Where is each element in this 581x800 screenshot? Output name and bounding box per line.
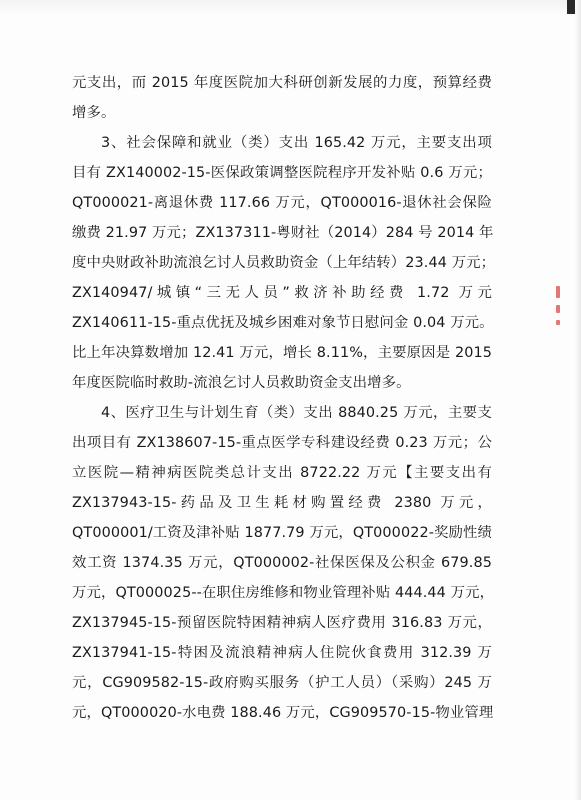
text-line: ZX140611-15-重点优抚及城乡困难对象节日慰问金 0.04 万元。 xyxy=(72,315,494,331)
text-line: 元，QT000020-水电费 188.46 万元，CG909570-15-物业管理 xyxy=(72,705,494,721)
text-line: ZX137945-15-预留医院特困精神病人医疗费用 316.83 万元， xyxy=(72,615,492,631)
text-line: 万元，QT000025--在职住房维修和物业管理补贴 444.44 万元， xyxy=(72,585,495,601)
text-line: 目有 ZX140002-15-医保政策调整医院程序开发补贴 0.6 万元； xyxy=(72,165,492,181)
text-line: 效工资 1374.35 万元，QT000002-社保医保及公积金 679.85 xyxy=(72,555,492,571)
scan-right-edge xyxy=(575,0,581,800)
text-line: 出项目有 ZX138607-15-重点医学专科建设经费 0.23 万元；公 xyxy=(72,435,492,451)
scan-corner-mark xyxy=(567,0,575,14)
text-line: 元支出，而 2015 年度医院加大科研创新发展的力度，预算经费 xyxy=(72,75,492,91)
text-line: 增多。 xyxy=(72,105,116,121)
text-line: 年度医院临时救助-流浪乞讨人员救助资金支出增多。 xyxy=(72,375,411,391)
text-line: QT000021-离退休费 117.66 万元，QT000016-退休社会保险 xyxy=(72,195,492,211)
paragraph-start-line: 3、社会保障和就业（类）支出 165.42 万元，主要支出项 xyxy=(101,135,492,151)
text-line: ZX140947/城镇“三无人员”救济补助经费 1.72 万元 xyxy=(72,285,492,301)
paragraph-start-line: 4、医疗卫生与计划生育（类）支出 8840.25 万元，主要支 xyxy=(101,405,492,421)
scan-top-edge xyxy=(0,0,581,14)
body-text xyxy=(72,68,496,728)
stamp-mark xyxy=(556,320,560,325)
text-line: 比上年决算数增加 12.41 万元，增长 8.11%，主要原因是 2015 xyxy=(72,345,492,361)
text-line: QT000001/工资及津补贴 1877.79 万元，QT000022-奖励性绩 xyxy=(72,525,492,541)
stamp-mark xyxy=(556,305,560,313)
text-line: ZX137943-15-药品及卫生耗材购置经费 2380 万元， xyxy=(72,495,492,511)
text-line: ZX137941-15-特困及流浪精神病人住院伙食费用 312.39 万 xyxy=(72,645,492,661)
text-line: 元，CG909582-15-政府购买服务（护工人员）（采购）245 万 xyxy=(72,675,492,691)
text-line: 立医院—精神病医院类总计支出 8722.22 万元【主要支出有 xyxy=(72,465,492,481)
stamp-mark xyxy=(556,286,560,298)
text-line: 度中央财政补助流浪乞讨人员救助资金（上年结转）23.44 万元； xyxy=(72,255,496,271)
text-line: 缴费 21.97 万元；ZX137311-粤财社（2014）284 号 2014 年 xyxy=(72,225,494,241)
